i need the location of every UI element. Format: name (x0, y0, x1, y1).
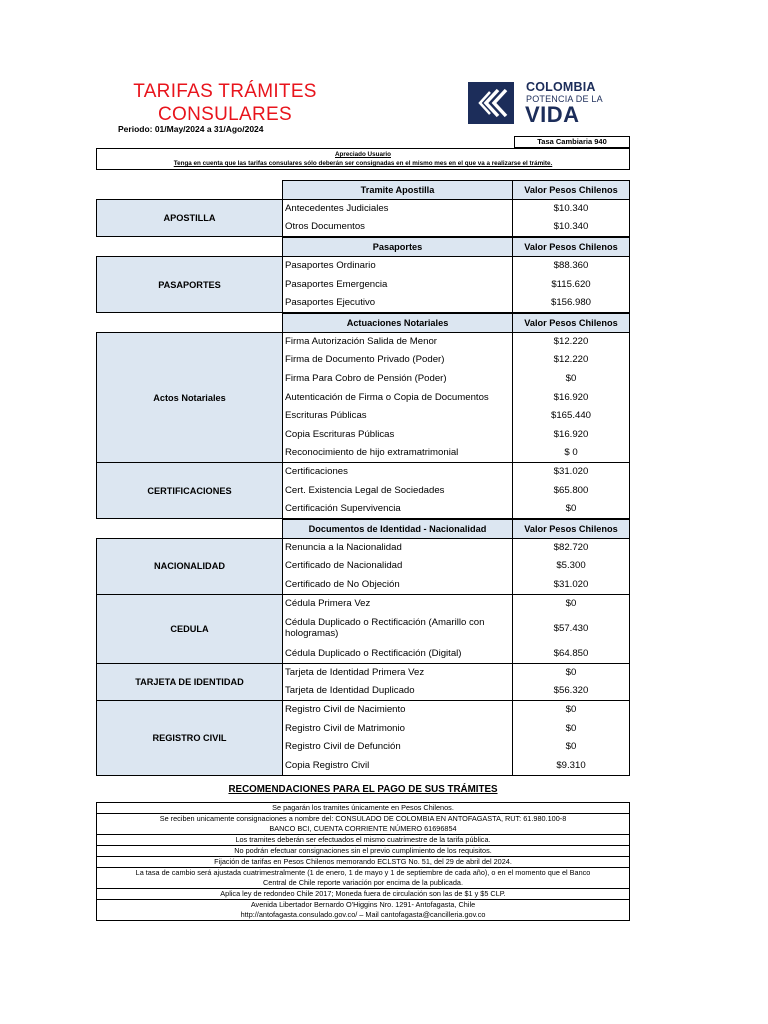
recommendations-title: RECOMENDACIONES PARA EL PAGO DE SUS TRÁMITES (228, 784, 498, 795)
logo-text-colombia: COLOMBIA (526, 80, 596, 94)
fee-item-label: Autenticación de Firma o Copia de Documentos (282, 388, 512, 407)
fee-item-label: Cédula Duplicado o Rectificación (Amarillo con hologramas) (282, 612, 512, 644)
fee-item-value: $31.020 (512, 575, 630, 594)
exchange-rate-box: Tasa Cambiaria 940 (514, 136, 630, 148)
fee-item-value: $0 (512, 719, 630, 738)
fee-item-value: $10.340 (512, 199, 630, 218)
fee-item-value: $0 (512, 369, 630, 388)
fee-item-value: $0 (512, 499, 630, 518)
fee-item-value: $156.980 (512, 293, 630, 312)
section-header: Documentos de Identidad - Nacionalidad (282, 519, 513, 539)
fee-item-value: $31.020 (512, 462, 630, 481)
value-header: Valor Pesos Chilenos (512, 237, 630, 257)
colombia-logo (468, 78, 608, 126)
logo-text-potencia: POTENCIA DE LA (526, 94, 603, 104)
fee-item-value: $16.920 (512, 425, 630, 444)
fee-item-label: Antecedentes Judiciales (282, 199, 512, 218)
fee-item-label: Tarjeta de Identidad Duplicado (282, 682, 512, 701)
fee-item-label: Firma Para Cobro de Pensión (Poder) (282, 369, 512, 388)
category-label: CERTIFICACIONES (96, 462, 283, 519)
fee-item-value: $0 (512, 663, 630, 682)
fee-item-value: $115.620 (512, 275, 630, 294)
fee-table (96, 180, 630, 776)
logo-text-vida: VIDA (525, 102, 580, 127)
recommendation-line: Los tramites deberán ser efectuados el mismo cuatrimestre de la tarifa pública. (97, 835, 629, 846)
fee-item-label: Cert. Existencia Legal de Sociedades (282, 481, 512, 500)
fee-item-value: $9.310 (512, 756, 630, 775)
period-label: Periodo: 01/May/2024 a 31/Ago/2024 (118, 124, 264, 134)
fee-item-value: $16.920 (512, 388, 630, 407)
fee-item-label: Cédula Primera Vez (282, 594, 512, 613)
recommendation-line: Fijación de tarifas en Pesos Chilenos memorando ECLSTG No. 51, del 29 de abril del 2024. (97, 857, 629, 868)
fee-item-label: Copia Registro Civil (282, 756, 512, 775)
fee-item-value: $10.340 (512, 218, 630, 237)
fee-item-value: $56.320 (512, 682, 630, 701)
fee-item-value: $165.440 (512, 406, 630, 425)
fee-item-label: Tarjeta de Identidad Primera Vez (282, 663, 512, 682)
fee-item-label: Certificaciones (282, 462, 512, 481)
recommendation-line: Aplica ley de redondeo Chile 2017; Moneda fuera de circulación son las de $1 y $5 CLP. (97, 889, 629, 900)
category-label: PASAPORTES (96, 256, 283, 313)
fee-item-value: $0 (512, 594, 630, 613)
fee-item-label: Cédula Duplicado o Rectificación (Digital) (282, 644, 512, 663)
fee-item-label: Firma Autorización Salida de Menor (282, 332, 512, 351)
fee-item-label: Certificado de No Objeción (282, 575, 512, 594)
title-line-1: TARIFAS TRÁMITES (133, 81, 317, 102)
fee-item-label: Pasaportes Ejecutivo (282, 293, 512, 312)
fee-item-label: Renuncia a la Nacionalidad (282, 538, 512, 557)
category-label: NACIONALIDAD (96, 538, 283, 595)
recommendation-line: No podrán efectuar consignaciones sin el previo cumplimiento de los requisitos. (97, 846, 629, 857)
fee-item-label: Registro Civil de Nacimiento (282, 700, 512, 719)
fee-item-label: Firma de Documento Privado (Poder) (282, 351, 512, 370)
fee-item-label: Pasaportes Ordinario (282, 256, 512, 275)
fee-item-label: Reconocimiento de hijo extramatrimonial (282, 444, 512, 463)
fee-item-value: $0 (512, 737, 630, 756)
notice-text: Tenga en cuenta que las tarifas consulares sólo deberán ser consignadas en el mismo mes en el que va a realizarse el trámite. (173, 160, 553, 167)
fee-item-label: Certificación Supervivencia (282, 499, 512, 518)
fee-item-value: $64.850 (512, 644, 630, 663)
fee-item-value: $12.220 (512, 332, 630, 351)
fee-item-label: Otros Documentos (282, 218, 512, 237)
fee-item-value: $57.430 (512, 612, 630, 644)
category-label: Actos Notariales (96, 332, 283, 463)
category-label: CEDULA (96, 594, 283, 664)
recommendation-line: Avenida Libertador Bernardo O'Higgins Nro. 1291- Antofagasta, Chile http://antofagasta.consulado.gov.co/ – Mail cantofagasta@cancilleria.gov.co (240, 900, 486, 919)
title-line-2: CONSULARES (158, 104, 292, 125)
fee-item-value: $12.220 (512, 351, 630, 370)
page-title (120, 80, 330, 126)
recommendation-line: Se reciben unicamente consignaciones a nombre del: CONSULADO DE COLOMBIA EN ANTOFAGASTA, RUT: 61.980.100-8 BANCO BCI, CUENTA CORRIENTE NÚMERO 61696854 (97, 814, 629, 835)
fee-item-label: Pasaportes Emergencia (282, 275, 512, 294)
fee-item-value: $5.300 (512, 557, 630, 576)
notice-box (96, 148, 630, 170)
section-header: Pasaportes (282, 237, 513, 257)
section-header: Actuaciones Notariales (282, 313, 513, 333)
colombia-logo-icon (468, 82, 518, 124)
table-grid-line (282, 775, 630, 776)
section-header: Tramite Apostilla (282, 180, 513, 200)
fee-item-label: Copia Escrituras Públicas (282, 425, 512, 444)
recommendations-box (96, 802, 630, 921)
category-label: TARJETA DE IDENTIDAD (96, 663, 283, 701)
fee-item-value: $ 0 (512, 444, 630, 463)
fee-item-label: Certificado de Nacionalidad (282, 557, 512, 576)
fee-item-value: $0 (512, 700, 630, 719)
fee-item-value: $88.360 (512, 256, 630, 275)
value-header: Valor Pesos Chilenos (512, 313, 630, 333)
recommendation-line: La tasa de cambio será ajustada cuatrimestralmente (1 de enero, 1 de mayo y 1 de septiembre de cada año), o en el momento que el Banco Central de Chile reporte variación por encima de la publicada. (97, 868, 629, 889)
fee-item-label: Registro Civil de Defunción (282, 737, 512, 756)
category-label: APOSTILLA (96, 199, 283, 237)
notice-title: Apreciado Usuario (335, 151, 391, 158)
recommendation-line: Se pagarán los tramites únicamente en Pesos Chilenos. (97, 803, 629, 814)
fee-item-value: $65.800 (512, 481, 630, 500)
fee-item-value: $82.720 (512, 538, 630, 557)
fee-item-label: Registro Civil de Matrimonio (282, 719, 512, 738)
value-header: Valor Pesos Chilenos (512, 180, 630, 200)
value-header: Valor Pesos Chilenos (512, 519, 630, 539)
category-label: REGISTRO CIVIL (96, 700, 283, 775)
fee-item-label: Escrituras Públicas (282, 406, 512, 425)
